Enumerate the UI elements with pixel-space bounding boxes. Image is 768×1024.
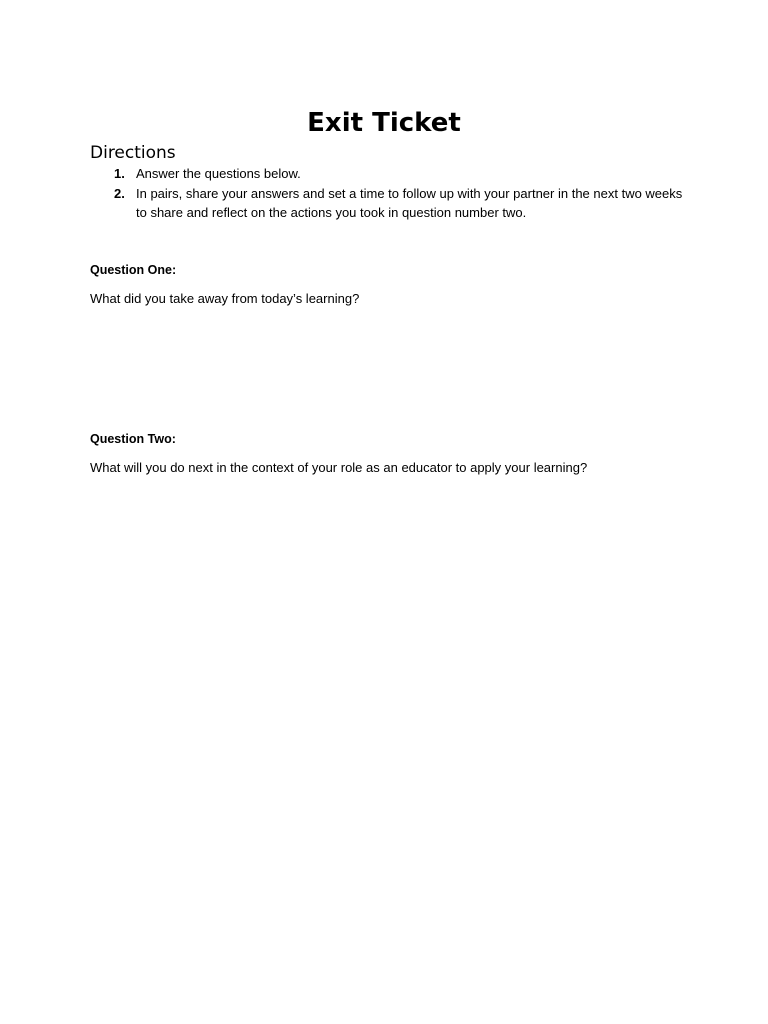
list-item-text: Answer the questions below. — [136, 166, 301, 181]
list-number: 1. — [114, 166, 125, 181]
question-one-text: What did you take away from today’s learning? — [90, 291, 360, 306]
list-item — [90, 184, 690, 223]
question-two-text: What will you do next in the context of your role as an educator to apply your learning? — [90, 460, 588, 475]
page-title: Exit Ticket — [307, 108, 461, 138]
list-item-text: In pairs, share your answers and set a time to follow up with your partner in the next two weeks to share and reflect on the actions you took in question number two. — [136, 185, 683, 220]
list-number: 2. — [114, 185, 125, 201]
question-two-label: Question Two: — [90, 432, 176, 446]
question-one-label: Question One: — [90, 263, 177, 277]
list-item — [90, 164, 690, 184]
directions-list — [90, 164, 690, 223]
directions-heading: Directions — [90, 143, 176, 163]
